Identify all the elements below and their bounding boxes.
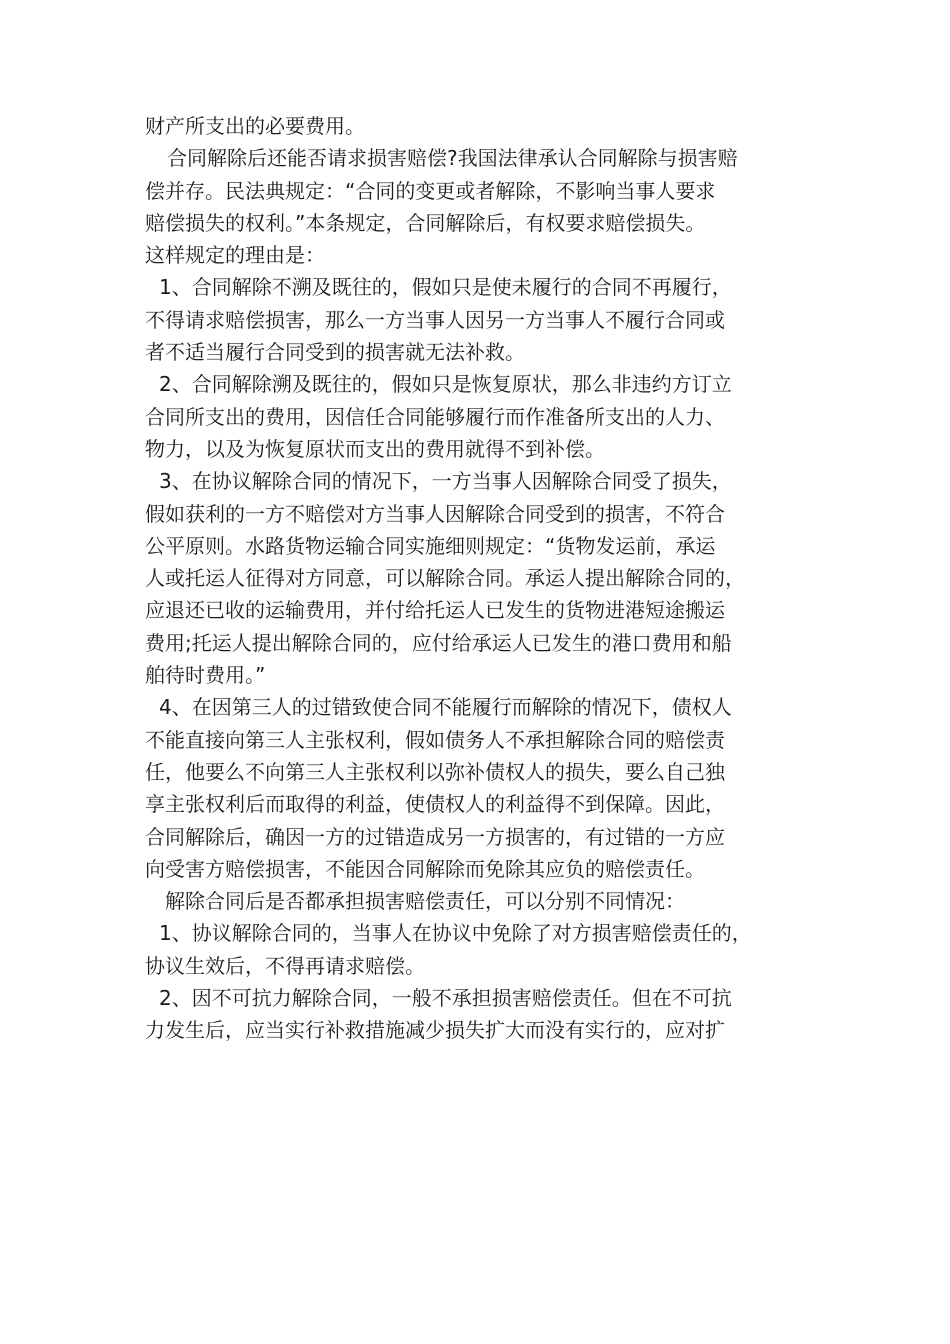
text-line: 应退还已收的运输费用，并付给托运人已发生的货物进港短途搬运 [145, 598, 725, 623]
text-line: 4、在因第三人的过错致使合同不能履行而解除的情况下，债权人 [159, 695, 732, 720]
text-line: 赔偿损失的权利。”本条规定，合同解除后，有权要求赔偿损失。 [145, 210, 706, 235]
text-line: 3、在协议解除合同的情况下，一方当事人因解除合同受了损失， [159, 469, 732, 494]
text-line: 力发生后，应当实行补救措施减少损失扩大而没有实行的，应对扩 [145, 1018, 725, 1043]
text-line: 协议生效后，不得再请求赔偿。 [145, 953, 425, 978]
document-body [145, 110, 810, 1047]
text-line: 任，他要么不向第三人主张权利以弥补债权人的损失，要么自己独 [145, 759, 725, 784]
text-line: 者不适当履行合同受到的损害就无法补救。 [145, 340, 525, 365]
text-line: 物力，以及为恢复原状而支出的费用就得不到补偿。 [145, 436, 605, 461]
text-line: 偿并存。民法典规定：“合同的变更或者解除，不影响当事人要求 [145, 178, 716, 203]
text-line: 舶待时费用。” [145, 663, 266, 688]
text-line: 公平原则。水路货物运输合同实施细则规定：“货物发运前，承运 [145, 533, 716, 558]
text-line: 合同解除后，确因一方的过错造成另一方损害的，有过错的一方应 [145, 824, 725, 849]
text-line: 费用;托运人提出解除合同的，应付给承运人已发生的港口费用和船 [145, 630, 732, 655]
text-line: 合同所支出的费用，因信任合同能够履行而作准备所支出的人力、 [145, 404, 725, 429]
text-line: 2、合同解除溯及既往的，假如只是恢复原状，那么非违约方订立 [159, 372, 732, 397]
text-line: 不得请求赔偿损害，那么一方当事人因另一方当事人不履行合同或 [145, 307, 725, 332]
text-line: 解除合同后是否都承担损害赔偿责任，可以分别不同情况： [165, 889, 685, 914]
text-line: 合同解除后还能否请求损害赔偿?我国法律承认合同解除与损害赔 [167, 146, 738, 171]
text-line: 享主张权利后而取得的利益，使债权人的利益得不到保障。因此， [145, 792, 725, 817]
text-line: 不能直接向第三人主张权利，假如债务人不承担解除合同的赔偿责 [145, 727, 725, 752]
text-line: 人或托运人征得对方同意，可以解除合同。承运人提出解除合同的， [145, 566, 745, 591]
text-line: 向受害方赔偿损害，不能因合同解除而免除其应负的赔偿责任。 [145, 856, 705, 881]
text-line: 财产所支出的必要费用。 [145, 114, 365, 138]
text-line: 假如获利的一方不赔偿对方当事人因解除合同受到的损害，不符合 [145, 501, 725, 526]
text-line: 1、协议解除合同的，当事人在协议中免除了对方损害赔偿责任的， [159, 921, 752, 946]
text-line: 这样规定的理由是： [145, 243, 325, 268]
text-line: 2、因不可抗力解除合同，一般不承担损害赔偿责任。但在不可抗 [159, 986, 732, 1011]
text-line: 1、合同解除不溯及既往的，假如只是使未履行的合同不再履行， [159, 275, 732, 300]
